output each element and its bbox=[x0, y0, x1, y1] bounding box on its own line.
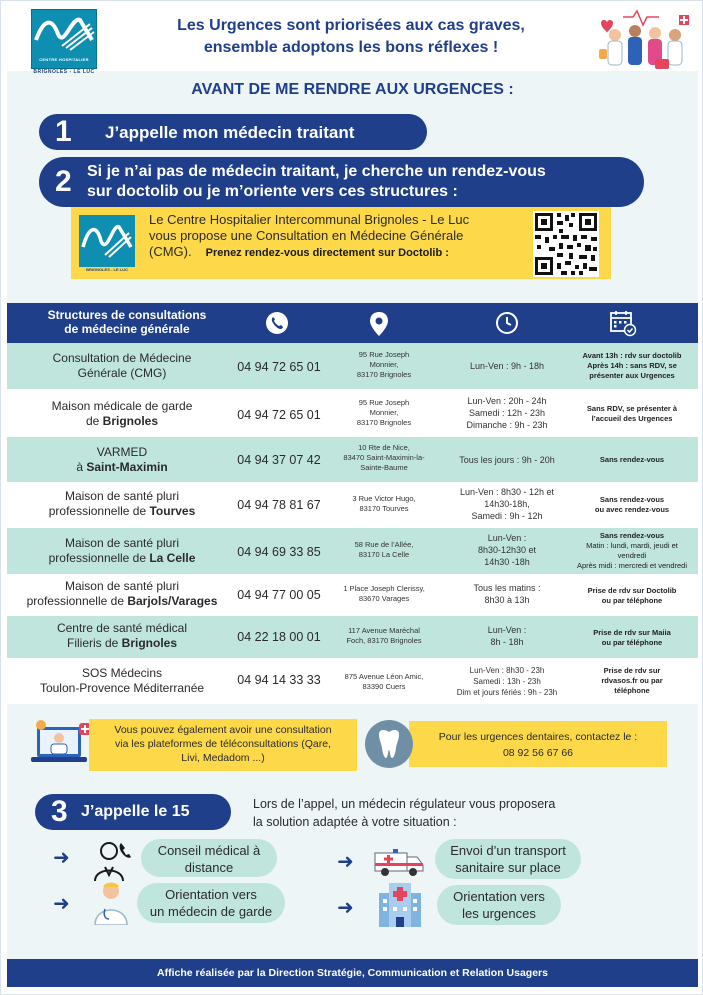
option-line: les urgences bbox=[462, 906, 536, 921]
table-row bbox=[7, 574, 698, 616]
step-3-desc-line1: Lors de l’appel, un médecin régulateur vous proposera bbox=[253, 797, 556, 811]
structure-address bbox=[329, 672, 439, 692]
address-line: 3 Rue Victor Hugo, bbox=[352, 494, 416, 503]
hospital-logo bbox=[31, 9, 97, 69]
step-2-line2: sur doctolib ou je m’oriente vers ces structures : bbox=[87, 183, 458, 200]
structure-address bbox=[329, 443, 439, 473]
cmg-line1: Le Centre Hospitalier Intercommunal Brignoles - Le Luc bbox=[149, 212, 470, 227]
structure-name-line2 bbox=[7, 414, 237, 429]
structures-table-header bbox=[7, 303, 698, 343]
structure-appointment bbox=[569, 455, 695, 465]
table-row bbox=[7, 658, 698, 704]
tooth-icon bbox=[365, 720, 413, 768]
table-row bbox=[7, 482, 698, 528]
rdv-line: présenter aux Urgences bbox=[589, 371, 675, 380]
rdv-line: ou par téléphone bbox=[601, 638, 663, 647]
step-3-number: 3 bbox=[51, 795, 68, 828]
structure-name bbox=[7, 399, 237, 429]
hours-line: Lun-Ven : 9h - 18h bbox=[469, 361, 545, 371]
rdv-line: Prise de rdv sur Maiia bbox=[593, 628, 671, 637]
option-line: Envoi d’un transport bbox=[450, 843, 566, 858]
structure-name-line1: Centre de santé médical bbox=[56, 621, 188, 635]
arrow-right-icon: ➜ bbox=[337, 897, 354, 919]
hours-line: Dim et jours fériés : 9h - 23h bbox=[456, 688, 558, 697]
structure-name-place: La Celle bbox=[149, 551, 196, 565]
hours-line: Tous les jours : 9h - 20h bbox=[459, 455, 555, 465]
header-title bbox=[131, 15, 571, 59]
rdv-line: Sans rendez-vous bbox=[599, 495, 665, 504]
structure-name bbox=[7, 489, 237, 519]
hours-line: 8h - 18h bbox=[490, 637, 524, 647]
option-line: Orientation vers bbox=[453, 889, 545, 904]
doctor-icon bbox=[91, 879, 131, 925]
structure-address bbox=[329, 398, 439, 428]
rdv-line: l’accueil des Urgences bbox=[591, 414, 673, 423]
option-line: Orientation vers bbox=[165, 887, 257, 902]
structure-phone[interactable]: 04 94 69 33 85 bbox=[237, 545, 321, 559]
option-on-call-doctor bbox=[137, 883, 285, 923]
structure-name-prefix: de bbox=[85, 414, 103, 428]
address-line: Foch, 83170 Brignoles bbox=[346, 636, 422, 645]
address-line: 117 Avenue Maréchal bbox=[348, 626, 420, 635]
cmg-info-box bbox=[71, 207, 611, 279]
rdv-line: Avant 13h : rdv sur doctolib bbox=[582, 351, 682, 360]
address-line: 83170 Brignoles bbox=[356, 370, 412, 379]
structure-phone[interactable]: 04 22 18 00 01 bbox=[237, 630, 321, 644]
table-row bbox=[7, 528, 698, 574]
step-3-text: J’appelle le 15 bbox=[81, 803, 190, 820]
step-1-text: J’appelle mon médecin traitant bbox=[105, 123, 355, 142]
cmg-line3-text: (CMG). bbox=[149, 244, 192, 259]
logo-subtext: BRIGNOLES - LE LUC bbox=[33, 69, 95, 75]
hospital-building-icon bbox=[375, 879, 425, 929]
doctolib-cta: Prenez rendez-vous directement sur Doctolib : bbox=[205, 247, 449, 259]
dental-phone[interactable]: 08 92 56 67 66 bbox=[502, 747, 574, 759]
structure-name-place: Saint-Maximin bbox=[86, 460, 168, 474]
hours-line: Lun-Ven : bbox=[487, 625, 527, 635]
structure-name bbox=[7, 666, 237, 696]
hours-line: Lun-Ven : bbox=[487, 533, 527, 543]
teleconsultation-info bbox=[89, 719, 357, 771]
structure-hours bbox=[443, 395, 571, 431]
structure-phone[interactable]: 04 94 78 81 67 bbox=[237, 498, 321, 512]
dental-line1: Pour les urgences dentaires, contactez le : bbox=[438, 731, 638, 743]
rdv-line: Sans RDV, se présenter à bbox=[586, 404, 678, 413]
location-pin-icon bbox=[369, 311, 389, 337]
structure-phone[interactable]: 04 94 72 65 01 bbox=[237, 360, 321, 374]
option-line: un médecin de garde bbox=[149, 904, 273, 919]
structure-name-prefix: professionnelle de bbox=[26, 594, 128, 608]
structure-name-prefix: professionnelle de bbox=[48, 504, 150, 518]
structure-appointment bbox=[569, 495, 695, 515]
clock-icon bbox=[495, 311, 519, 335]
table-row bbox=[7, 389, 698, 437]
rdv-line: vendredi bbox=[617, 551, 647, 560]
structure-name-place: Brignoles bbox=[121, 636, 178, 650]
structure-name bbox=[7, 536, 237, 566]
logo-text: CENTRE HOSPITALIER bbox=[39, 57, 89, 62]
structure-name-line1: Maison médicale de garde bbox=[51, 399, 193, 413]
option-remote-advice bbox=[141, 839, 277, 877]
hours-line: Dimanche : 9h - 23h bbox=[466, 420, 548, 430]
arrow-right-icon: ➜ bbox=[53, 847, 70, 869]
hospital-logo-small bbox=[79, 215, 135, 267]
structure-hours bbox=[443, 486, 571, 522]
address-line: 95 Rue Joseph bbox=[358, 350, 410, 359]
structure-appointment bbox=[569, 586, 695, 606]
rdv-line: Prise de rdv sur Doctolib bbox=[587, 586, 677, 595]
tele-line1: Vous pouvez également avoir une consultation bbox=[114, 724, 332, 736]
hours-line: 14h30 -18h bbox=[484, 557, 530, 567]
structure-name-line2 bbox=[7, 460, 237, 475]
structure-hours bbox=[443, 360, 571, 372]
step-3-desc-line2: la solution adaptée à votre situation : bbox=[253, 815, 457, 829]
structure-name-line1: Maison de santé pluri bbox=[64, 489, 180, 503]
structure-phone[interactable]: 04 94 72 65 01 bbox=[237, 408, 321, 422]
step-3-description bbox=[253, 795, 673, 831]
cmg-line2: vous propose une Consultation en Médecine Générale bbox=[149, 228, 464, 243]
option-medical-transport bbox=[435, 839, 581, 879]
hours-line: Lun-Ven : 8h30 - 23h bbox=[469, 666, 545, 675]
structure-address bbox=[329, 626, 439, 646]
ambulance-icon bbox=[373, 845, 425, 877]
structure-name-place: Barjols/Varages bbox=[127, 594, 218, 608]
rdv-line: Sans rendez-vous bbox=[599, 531, 665, 540]
structure-appointment bbox=[569, 531, 695, 571]
calendar-icon bbox=[609, 309, 637, 337]
doctor-phone-icon bbox=[89, 837, 135, 883]
structure-name-line1: SOS Médecins bbox=[81, 666, 163, 680]
structure-appointment bbox=[569, 351, 695, 381]
address-line: 83470 Saint-Maximin-la- bbox=[343, 453, 425, 462]
address-line: 83170 Brignoles bbox=[356, 418, 412, 427]
structure-name bbox=[7, 621, 237, 651]
rdv-line: ou par téléphone bbox=[601, 596, 663, 605]
structure-name-line1: VARMED bbox=[96, 445, 148, 459]
option-line: distance bbox=[184, 860, 234, 875]
option-emergency-room bbox=[437, 885, 561, 925]
step-2-banner bbox=[39, 157, 644, 207]
rdv-line: rdvasos.fr ou par bbox=[601, 676, 663, 685]
hours-line: Lun-Ven : 8h30 - 12h et bbox=[459, 487, 555, 497]
structure-name bbox=[7, 351, 237, 381]
structure-hours bbox=[443, 624, 571, 648]
rdv-line: téléphone bbox=[614, 686, 650, 695]
structure-name-prefix: Générale (CMG) bbox=[77, 366, 167, 380]
address-line: 875 Avenue Léon Amic, bbox=[344, 672, 424, 681]
doctolib-qr-code[interactable] bbox=[533, 211, 599, 277]
address-line: 95 Rue Joseph bbox=[358, 398, 410, 407]
rdv-line: ou avec rendez-vous bbox=[594, 505, 670, 514]
structure-name bbox=[7, 445, 237, 475]
structure-hours bbox=[443, 665, 571, 698]
address-line: 83170 Tourves bbox=[359, 504, 409, 513]
table-title bbox=[17, 308, 237, 336]
step-2-number: 2 bbox=[55, 165, 72, 198]
cmg-line3 bbox=[149, 244, 529, 261]
table-row bbox=[7, 616, 698, 658]
hours-line: Samedi : 12h - 23h bbox=[468, 408, 546, 418]
hours-line: 8h30-12h30 et bbox=[477, 545, 537, 555]
tele-line2: via les plateformes de téléconsultations (Qare, bbox=[115, 738, 331, 750]
hours-line: 14h30-18h, bbox=[484, 499, 530, 509]
structure-name-line2 bbox=[7, 594, 237, 609]
table-title-line2: de médecine générale bbox=[64, 322, 190, 336]
structure-phone[interactable]: 04 94 77 00 05 bbox=[237, 588, 321, 602]
address-line: Monnier, bbox=[369, 360, 399, 369]
step-3-banner bbox=[35, 794, 231, 830]
medical-team-illustration bbox=[593, 9, 693, 75]
structure-hours bbox=[443, 532, 571, 568]
structure-name-prefix: Filieris de bbox=[66, 636, 122, 650]
table-title-line1: Structures de consultations bbox=[47, 308, 207, 322]
cmg-text bbox=[149, 212, 529, 261]
header-title-line1: Les Urgences sont priorisées aux cas graves, bbox=[177, 17, 525, 34]
structure-name-line1: Consultation de Médecine bbox=[52, 351, 192, 365]
structure-name-line2 bbox=[7, 551, 237, 566]
address-line: 10 Rte de Nice, bbox=[358, 443, 410, 452]
structure-hours bbox=[443, 582, 571, 606]
structure-name-prefix: professionnelle de bbox=[48, 551, 150, 565]
hours-line: Lun-Ven : 20h - 24h bbox=[467, 396, 547, 406]
rdv-line: Prise de rdv sur bbox=[603, 666, 661, 675]
footer-credit: Affiche réalisée par la Direction Stratégie, Communication et Relation Usagers bbox=[7, 959, 698, 987]
section-title: AVANT DE ME RENDRE AUX URGENCES : bbox=[191, 81, 514, 98]
structure-address bbox=[329, 494, 439, 514]
option-line: sanitaire sur place bbox=[455, 860, 561, 875]
rdv-line: Matin : lundi, mardi, jeudi et bbox=[586, 541, 678, 550]
structure-name-line1: Maison de santé pluri bbox=[64, 536, 180, 550]
structure-name-place: Brignoles bbox=[102, 414, 159, 428]
structure-name bbox=[7, 579, 237, 609]
address-line: 83170 La Celle bbox=[358, 550, 410, 559]
structure-name-place: Tourves bbox=[149, 504, 196, 518]
rdv-line: Après midi : mercredi et vendredi bbox=[576, 561, 688, 570]
structure-name-prefix: à bbox=[76, 460, 87, 474]
option-line: Conseil médical à bbox=[157, 843, 261, 858]
header-title-line2: ensemble adoptons les bons réflexes ! bbox=[203, 39, 499, 56]
structure-address bbox=[329, 540, 439, 560]
step-2-line1: Si je n’ai pas de médecin traitant, je cherche un rendez-vous bbox=[87, 163, 546, 180]
structure-phone[interactable]: 04 94 14 33 33 bbox=[237, 673, 321, 687]
teleconsultation-laptop-icon bbox=[31, 717, 93, 771]
address-line: 58 Rue de l’Allée, bbox=[354, 540, 414, 549]
arrow-right-icon: ➜ bbox=[53, 893, 70, 915]
rdv-line: Après 14h : sans RDV, se bbox=[587, 361, 677, 370]
step-1-number: 1 bbox=[55, 115, 72, 148]
structure-appointment bbox=[569, 404, 695, 424]
structure-name-prefix: Toulon-Provence Méditerranée bbox=[39, 681, 205, 695]
arrow-right-icon: ➜ bbox=[337, 851, 354, 873]
structure-name-line2 bbox=[7, 366, 237, 381]
structure-appointment bbox=[569, 666, 695, 696]
structure-phone[interactable]: 04 94 37 07 42 bbox=[237, 453, 321, 467]
structure-name-line2 bbox=[7, 504, 237, 519]
step-2-text bbox=[87, 162, 627, 202]
structure-address bbox=[329, 350, 439, 380]
phone-icon bbox=[265, 311, 289, 335]
address-line: 83390 Cuers bbox=[362, 682, 406, 691]
dental-emergency-info bbox=[409, 721, 667, 767]
structure-name-line1: Maison de santé pluri bbox=[64, 579, 180, 593]
hours-line: Tous les matins : bbox=[473, 583, 541, 593]
logo-subtext-small: BRIGNOLES - LE LUC bbox=[86, 267, 128, 272]
step-1-banner bbox=[39, 114, 427, 150]
rdv-line: Sans rendez-vous bbox=[599, 455, 665, 464]
structure-name-line2 bbox=[7, 636, 237, 651]
address-line: Monnier, bbox=[369, 408, 399, 417]
table-row bbox=[7, 437, 698, 482]
address-line: 1 Place Joseph Clerissy, bbox=[343, 584, 425, 593]
structure-hours bbox=[443, 454, 571, 466]
table-row bbox=[7, 343, 698, 389]
tele-line3: Livi, Medadom ...) bbox=[181, 752, 265, 764]
structure-appointment bbox=[569, 628, 695, 648]
structure-name-line2 bbox=[7, 681, 237, 696]
hours-line: 8h30 à 13h bbox=[484, 595, 530, 605]
hours-line: Samedi : 13h - 23h bbox=[473, 677, 541, 686]
address-line: 83670 Varages bbox=[358, 594, 410, 603]
hours-line: Samedi : 9h - 12h bbox=[471, 511, 543, 521]
structure-address bbox=[329, 584, 439, 604]
address-line: Sainte-Baume bbox=[360, 463, 408, 472]
